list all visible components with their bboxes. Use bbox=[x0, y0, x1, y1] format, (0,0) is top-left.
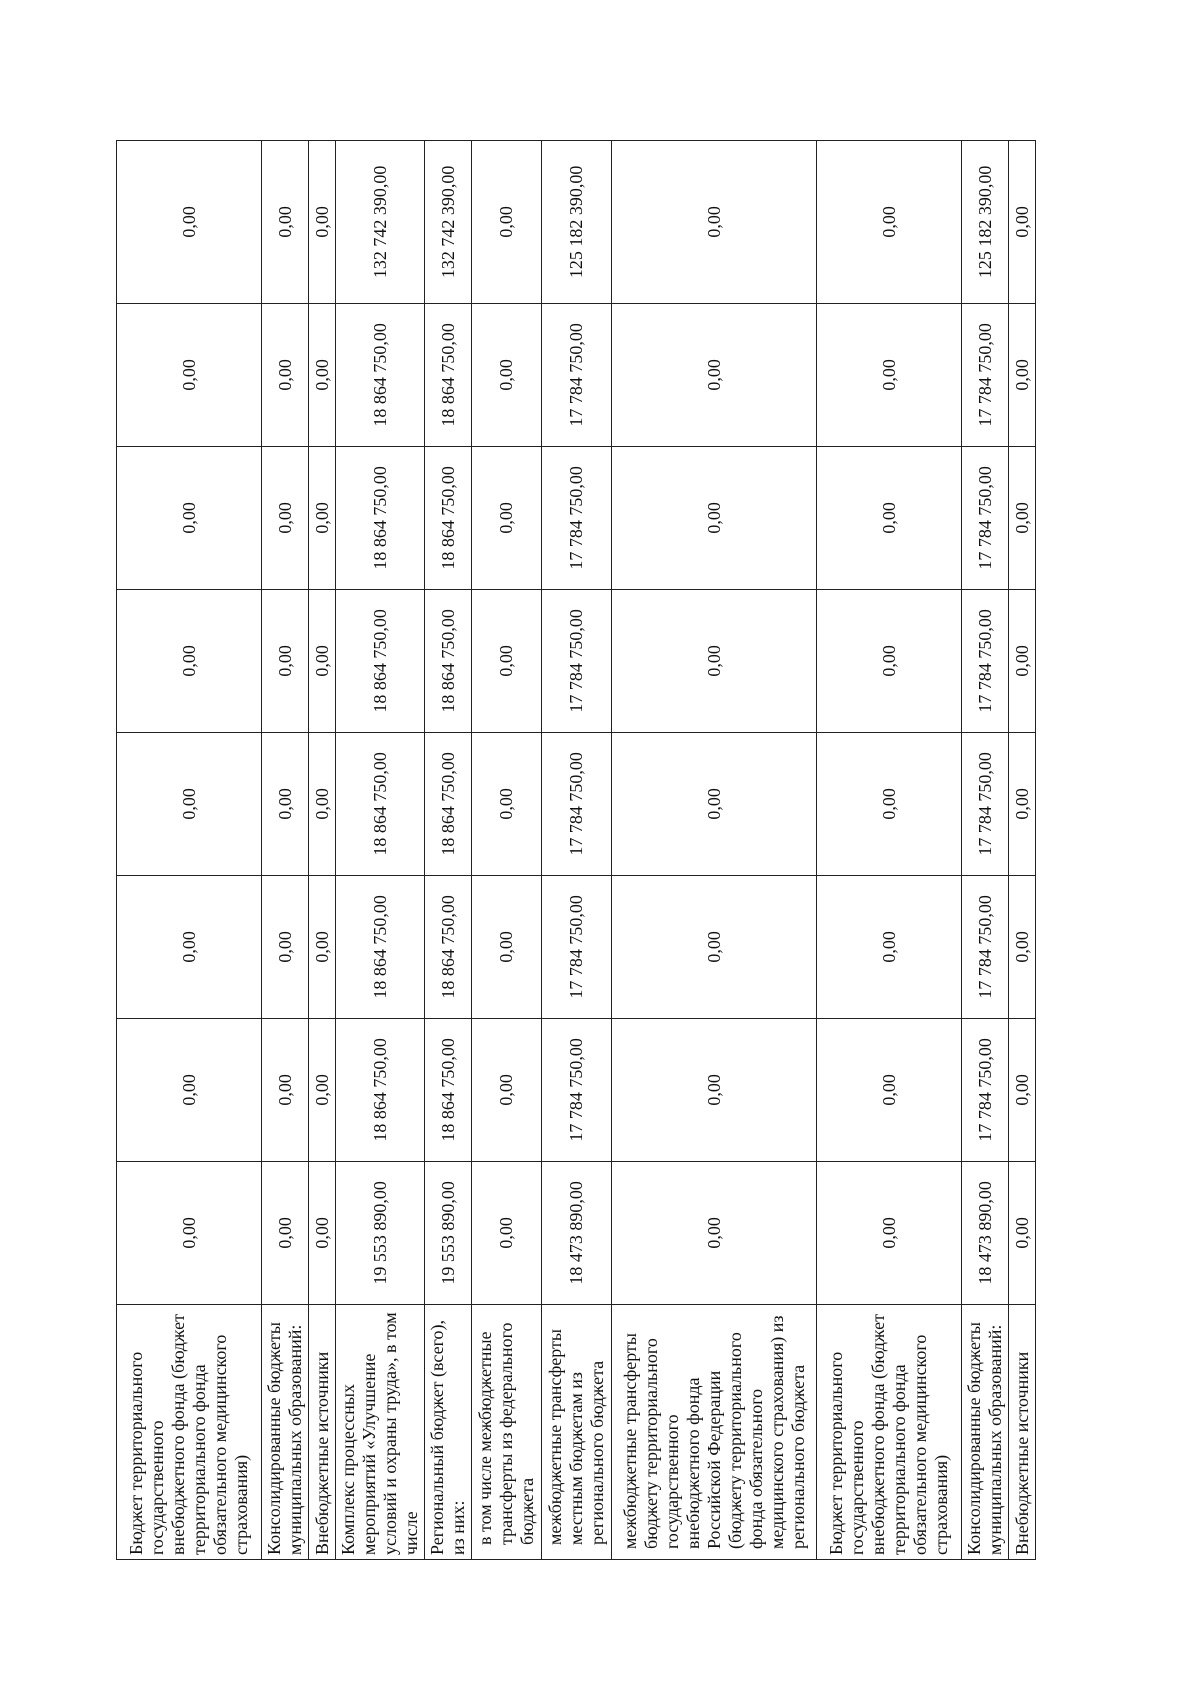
value-cell: 0,00 bbox=[1009, 875, 1036, 1018]
value-cell: 0,00 bbox=[612, 303, 817, 446]
value-cell: 0,00 bbox=[262, 446, 309, 589]
value-cell: 17 784 750,00 bbox=[962, 589, 1009, 732]
budget-table bbox=[116, 140, 1036, 1560]
total-cell: 0,00 bbox=[472, 141, 542, 304]
value-cell: 0,00 bbox=[262, 1018, 309, 1161]
value-cell: 0,00 bbox=[472, 589, 542, 732]
table-row bbox=[117, 141, 262, 1560]
row-label: Внебюджетные источники bbox=[1009, 1304, 1036, 1559]
value-cell: 0,00 bbox=[472, 1161, 542, 1304]
total-cell: 0,00 bbox=[1009, 141, 1036, 304]
value-cell: 18 864 750,00 bbox=[336, 875, 425, 1018]
value-cell: 19 553 890,00 bbox=[336, 1161, 425, 1304]
table-row bbox=[262, 141, 309, 1560]
value-cell: 0,00 bbox=[1009, 589, 1036, 732]
value-cell: 0,00 bbox=[817, 303, 962, 446]
value-cell: 0,00 bbox=[262, 303, 309, 446]
value-cell: 0,00 bbox=[262, 732, 309, 875]
value-cell: 18 864 750,00 bbox=[425, 303, 472, 446]
value-cell: 0,00 bbox=[117, 1161, 262, 1304]
value-cell: 0,00 bbox=[309, 1018, 336, 1161]
value-cell: 0,00 bbox=[1009, 303, 1036, 446]
value-cell: 0,00 bbox=[262, 1161, 309, 1304]
total-cell: 125 182 390,00 bbox=[962, 141, 1009, 304]
value-cell: 17 784 750,00 bbox=[962, 732, 1009, 875]
value-cell: 0,00 bbox=[309, 303, 336, 446]
value-cell: 17 784 750,00 bbox=[542, 589, 612, 732]
table-row bbox=[472, 141, 542, 1560]
value-cell: 0,00 bbox=[472, 732, 542, 875]
value-cell: 17 784 750,00 bbox=[962, 446, 1009, 589]
row-label: Комплекс процессных мероприятий «Улучшение условий и охраны труда», в том числе bbox=[336, 1304, 425, 1559]
value-cell: 0,00 bbox=[612, 446, 817, 589]
value-cell: 17 784 750,00 bbox=[962, 1018, 1009, 1161]
total-cell: 0,00 bbox=[262, 141, 309, 304]
value-cell: 0,00 bbox=[612, 875, 817, 1018]
total-cell: 0,00 bbox=[817, 141, 962, 304]
value-cell: 17 784 750,00 bbox=[542, 446, 612, 589]
value-cell: 0,00 bbox=[817, 446, 962, 589]
value-cell: 18 864 750,00 bbox=[336, 589, 425, 732]
value-cell: 0,00 bbox=[612, 589, 817, 732]
total-cell: 125 182 390,00 bbox=[542, 141, 612, 304]
table-row bbox=[309, 141, 336, 1560]
value-cell: 17 784 750,00 bbox=[542, 1018, 612, 1161]
value-cell: 18 864 750,00 bbox=[425, 875, 472, 1018]
total-cell: 0,00 bbox=[309, 141, 336, 304]
value-cell: 0,00 bbox=[309, 1161, 336, 1304]
value-cell: 18 473 890,00 bbox=[962, 1161, 1009, 1304]
value-cell: 0,00 bbox=[1009, 446, 1036, 589]
table-row bbox=[817, 141, 962, 1560]
row-label: Внебюджетные источники bbox=[309, 1304, 336, 1559]
row-label: Консолидированные бюджеты муниципальных образований: bbox=[962, 1304, 1009, 1559]
row-label: Региональный бюджет (всего), из них: bbox=[425, 1304, 472, 1559]
value-cell: 18 864 750,00 bbox=[425, 1018, 472, 1161]
value-cell: 0,00 bbox=[612, 732, 817, 875]
value-cell: 0,00 bbox=[117, 446, 262, 589]
value-cell: 0,00 bbox=[817, 1161, 962, 1304]
row-label: межбюджетные трансферты местным бюджетам из регионального бюджета bbox=[542, 1304, 612, 1559]
value-cell: 0,00 bbox=[817, 732, 962, 875]
table-row bbox=[962, 141, 1009, 1560]
value-cell: 18 864 750,00 bbox=[425, 589, 472, 732]
value-cell: 17 784 750,00 bbox=[962, 875, 1009, 1018]
value-cell: 0,00 bbox=[117, 589, 262, 732]
value-cell: 0,00 bbox=[472, 446, 542, 589]
value-cell: 0,00 bbox=[1009, 1018, 1036, 1161]
value-cell: 17 784 750,00 bbox=[542, 303, 612, 446]
value-cell: 0,00 bbox=[1009, 1161, 1036, 1304]
value-cell: 18 864 750,00 bbox=[336, 732, 425, 875]
row-label: Бюджет территориального государственного внебюджетного фонда (бюджет территориального фонда обязательного медицинского страхования) bbox=[117, 1304, 262, 1559]
value-cell: 0,00 bbox=[817, 589, 962, 732]
value-cell: 18 864 750,00 bbox=[336, 446, 425, 589]
value-cell: 0,00 bbox=[309, 732, 336, 875]
value-cell: 17 784 750,00 bbox=[962, 303, 1009, 446]
table-row bbox=[1009, 141, 1036, 1560]
value-cell: 0,00 bbox=[262, 589, 309, 732]
value-cell: 18 864 750,00 bbox=[425, 732, 472, 875]
row-label: в том числе межбюджетные трансферты из федерального бюджета bbox=[472, 1304, 542, 1559]
value-cell: 18 864 750,00 bbox=[336, 303, 425, 446]
total-cell: 0,00 bbox=[612, 141, 817, 304]
value-cell: 0,00 bbox=[117, 732, 262, 875]
value-cell: 0,00 bbox=[262, 875, 309, 1018]
value-cell: 0,00 bbox=[472, 875, 542, 1018]
row-label: Консолидированные бюджеты муниципальных образований: bbox=[262, 1304, 309, 1559]
value-cell: 0,00 bbox=[309, 589, 336, 732]
table-row bbox=[542, 141, 612, 1560]
value-cell: 19 553 890,00 bbox=[425, 1161, 472, 1304]
value-cell: 0,00 bbox=[612, 1161, 817, 1304]
row-label: Бюджет территориального государственного внебюджетного фонда (бюджет территориального фонда обязательного медицинского страхования) bbox=[817, 1304, 962, 1559]
table-row bbox=[336, 141, 425, 1560]
value-cell: 0,00 bbox=[817, 875, 962, 1018]
value-cell: 0,00 bbox=[472, 303, 542, 446]
value-cell: 18 864 750,00 bbox=[425, 446, 472, 589]
table-row bbox=[612, 141, 817, 1560]
rotated-page bbox=[116, 140, 1060, 1560]
total-cell: 132 742 390,00 bbox=[425, 141, 472, 304]
value-cell: 18 473 890,00 bbox=[542, 1161, 612, 1304]
table-row bbox=[425, 141, 472, 1560]
value-cell: 0,00 bbox=[472, 1018, 542, 1161]
value-cell: 18 864 750,00 bbox=[336, 1018, 425, 1161]
value-cell: 17 784 750,00 bbox=[542, 732, 612, 875]
row-label: межбюджетные трансферты бюджету территориального государственного внебюджетного фонда Российской Федерации (бюджету территориального фонда обязательного медицинского страхования) из регионального бюджета bbox=[612, 1304, 817, 1559]
total-cell: 132 742 390,00 bbox=[336, 141, 425, 304]
value-cell: 0,00 bbox=[309, 875, 336, 1018]
value-cell: 0,00 bbox=[1009, 732, 1036, 875]
value-cell: 0,00 bbox=[817, 1018, 962, 1161]
value-cell: 17 784 750,00 bbox=[542, 875, 612, 1018]
value-cell: 0,00 bbox=[117, 1018, 262, 1161]
total-cell: 0,00 bbox=[117, 141, 262, 304]
value-cell: 0,00 bbox=[117, 303, 262, 446]
value-cell: 0,00 bbox=[612, 1018, 817, 1161]
value-cell: 0,00 bbox=[309, 446, 336, 589]
value-cell: 0,00 bbox=[117, 875, 262, 1018]
